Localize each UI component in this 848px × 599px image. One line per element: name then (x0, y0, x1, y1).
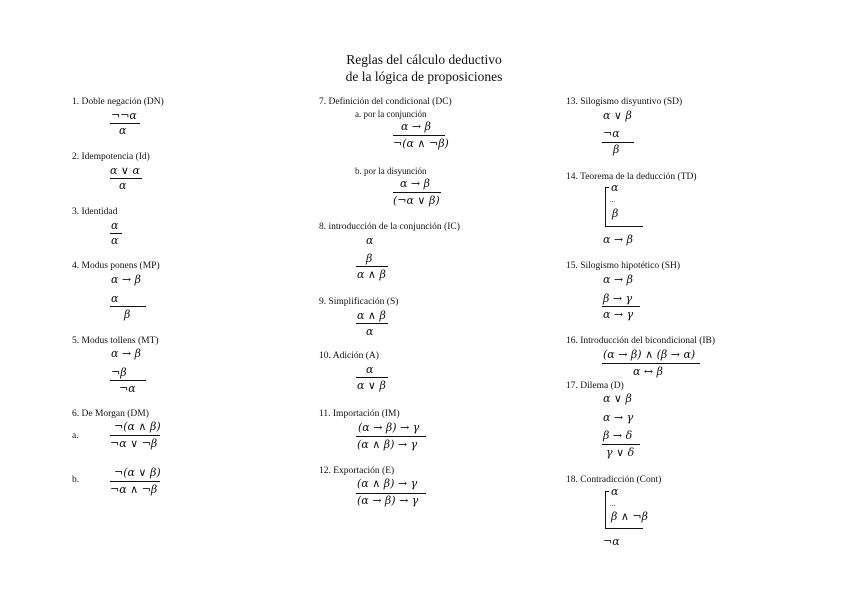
conclusion: α ∨ β (357, 379, 386, 392)
premise-2: β (366, 252, 373, 265)
premise-1: α ∨ β (603, 392, 632, 405)
b-conclusion: ¬α ∧ ¬β (110, 483, 158, 496)
rule-title: 12. Exportación (E) (319, 466, 395, 476)
inference-line (393, 192, 441, 193)
b-premise: α → β (400, 177, 430, 190)
rule-title: 3. Identidad (72, 207, 118, 217)
hypothesis-tick (605, 187, 609, 188)
conclusion: β (124, 308, 131, 321)
b-conclusion: (¬α ∨ β) (393, 194, 440, 207)
premise: (α → β) ∧ (β → α) (603, 348, 696, 361)
premise-1: α (366, 234, 374, 247)
page-title-line-2: de la lógica de proposiciones (345, 69, 503, 84)
conclusion: α ∧ β (357, 268, 386, 281)
premise: α ∧ β (357, 309, 386, 322)
hypothesis: α (611, 485, 619, 498)
conclusion: α (366, 325, 374, 338)
conclusion: γ ∨ δ (606, 446, 635, 459)
inference-line (602, 363, 700, 364)
premise-3: β → δ (603, 429, 633, 442)
page-title-line-1: Reglas del cálculo deductivo (346, 52, 502, 67)
conclusion: α (119, 179, 127, 192)
rule-title: 13. Silogismo disyuntivo (SD) (566, 97, 683, 107)
a-conclusion: ¬(α ∧ ¬β) (393, 137, 449, 150)
rule-title: 10. Adición (A) (319, 351, 379, 361)
ellipsis: ... (610, 500, 616, 508)
rule-title: 2. Idempotencia (Id) (72, 152, 150, 162)
inference-line (393, 135, 445, 136)
rule-title: 1. Doble negación (DN) (72, 97, 164, 107)
b-premise: ¬(α ∨ β) (114, 466, 161, 479)
a-premise: α → β (401, 120, 431, 133)
inference-line (602, 444, 640, 445)
premise: α ∨ α (110, 164, 140, 177)
inference-line (356, 436, 426, 437)
rule-title: 15. Silogismo hipotético (SH) (566, 261, 680, 271)
rule-title: 4. Modus ponens (MP) (72, 261, 160, 271)
inference-line (110, 435, 160, 436)
subtitle-b: b. por la disyunción (355, 166, 427, 176)
subtitle-a: a. por la conjunción (355, 109, 427, 119)
premise: (α ∧ β) → γ (357, 477, 418, 490)
premise-1: α → β (603, 273, 633, 286)
conclusion: α (111, 234, 119, 247)
rule-title: 5. Modus tollens (MT) (72, 336, 159, 346)
hypothesis: α (611, 181, 619, 194)
premise-2: ¬α (603, 127, 620, 140)
premise-2: β → γ (603, 292, 633, 305)
rule-title: 8. introducción de la conjunción (IC) (319, 222, 460, 232)
subproof-bar (605, 187, 606, 227)
ellipsis: ... (610, 196, 616, 204)
subproof-result: β ∧ ¬β (611, 510, 648, 523)
premise-2: α → γ (603, 411, 634, 424)
conclusion: α ↔ β (633, 365, 663, 378)
subproof-bar (605, 491, 606, 529)
rule-title: 16. Introducción del bicondicional (IB) (566, 336, 716, 346)
label-a: a. (72, 431, 79, 441)
rule-title: 17. Dilema (D) (566, 381, 624, 391)
rule-title: 7. Definición del condicional (DC) (319, 97, 452, 107)
conclusion: β (613, 143, 620, 156)
inference-line (605, 226, 643, 227)
hypothesis-tick (605, 491, 609, 492)
conclusion: α (119, 124, 127, 137)
a-premise: ¬(α ∧ β) (114, 420, 161, 433)
inference-line (110, 481, 160, 482)
inference-line (110, 380, 146, 381)
subproof-result: β (612, 207, 619, 220)
inference-line (110, 306, 146, 307)
inference-line (356, 323, 388, 324)
inference-line (602, 306, 640, 307)
premise-2: α (111, 292, 119, 305)
rule-title: 14. Teorema de la deducción (TD) (566, 172, 697, 182)
conclusion: ¬α (603, 535, 620, 548)
premise-1: α → β (111, 347, 141, 360)
premise-2: ¬β (111, 366, 127, 379)
premise: α (111, 219, 119, 232)
conclusion: α → β (603, 233, 633, 246)
rule-title: 6. De Morgan (DM) (72, 409, 149, 419)
a-conclusion: ¬α ∨ ¬β (110, 437, 158, 450)
rule-title: 18. Contradicción (Cont) (566, 475, 662, 485)
label-b: b. (72, 475, 80, 485)
inference-line (356, 377, 388, 378)
premise-1: α → β (111, 273, 141, 286)
conclusion: (α → β) → γ (357, 494, 419, 507)
premise: ¬¬α (111, 109, 137, 122)
premise: (α → β) → γ (358, 421, 420, 434)
premise: α (366, 363, 374, 376)
conclusion: α → γ (603, 308, 634, 321)
conclusion: (α ∧ β) → γ (357, 438, 418, 451)
rule-title: 11. Importación (IM) (319, 409, 400, 419)
rule-title: 9. Simplificación (S) (319, 297, 399, 307)
inference-line (356, 266, 388, 267)
premise-1: α ∨ β (603, 109, 632, 122)
inference-line (605, 528, 643, 529)
conclusion: ¬α (119, 382, 136, 395)
